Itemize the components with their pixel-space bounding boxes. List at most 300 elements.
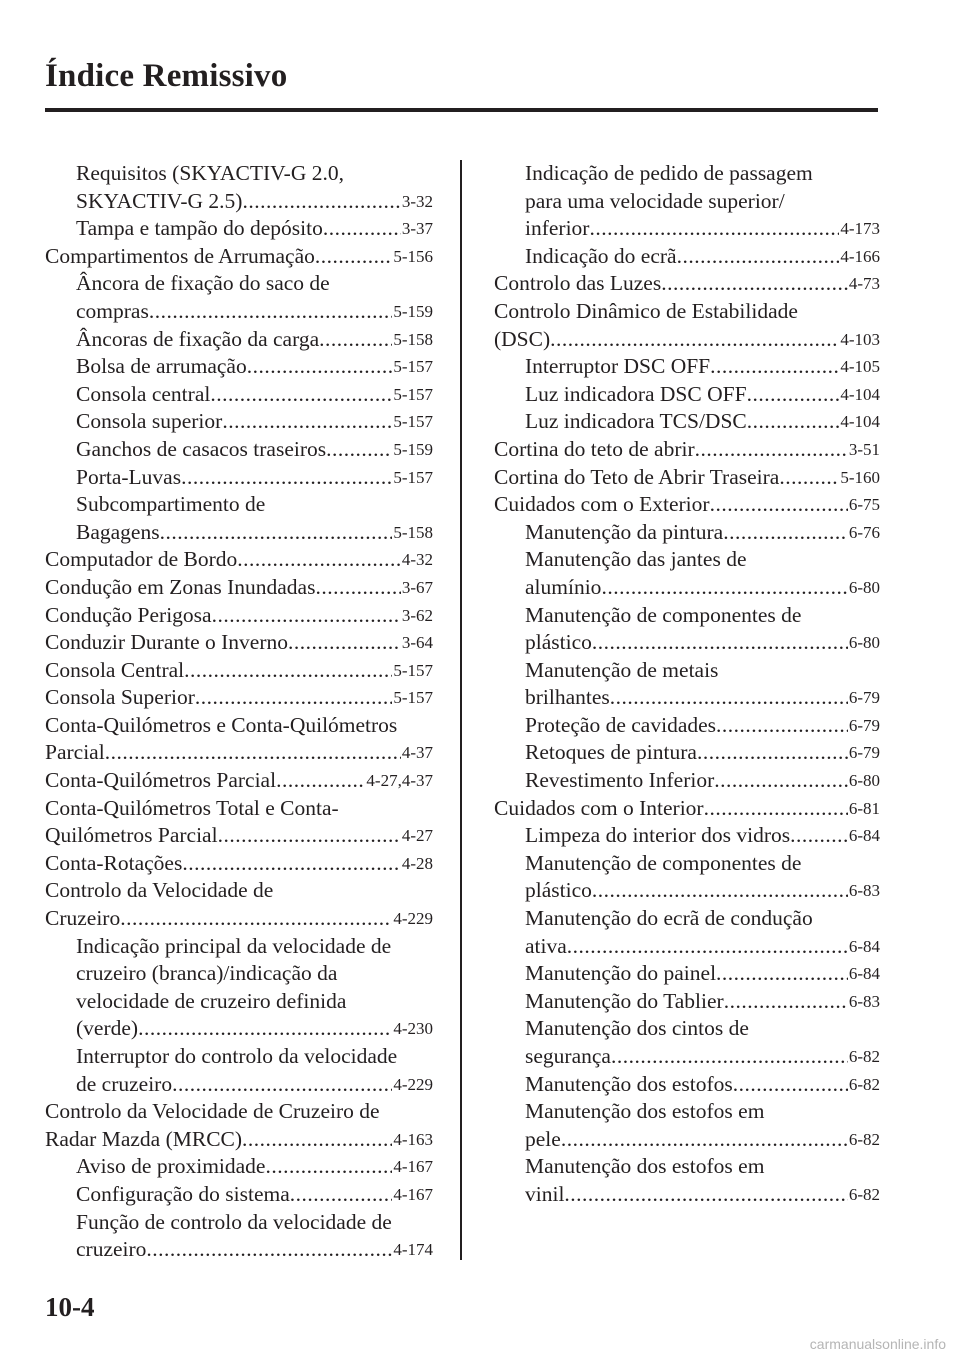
entry-last-line (525, 629, 880, 657)
entry-text: Cuidados com o Exterior (494, 492, 710, 517)
entry-text: SKYACTIV-G 2.5) (76, 188, 243, 213)
index-subentry (45, 491, 433, 546)
entry-text: Manutenção de metais (525, 657, 719, 682)
entry-last-line (525, 960, 880, 988)
index-entry (494, 795, 880, 823)
index-subentry (494, 960, 880, 988)
index-subentry (494, 1015, 880, 1070)
entry-text: Manutenção de componentes de (525, 850, 802, 875)
page-reference: 3-64 (401, 633, 433, 653)
index-subentry (494, 381, 880, 409)
entry-last-line (525, 933, 880, 961)
dot-leader (550, 326, 839, 354)
index-entry (45, 850, 433, 878)
page-reference: 3-62 (401, 605, 433, 625)
entry-text: Indicação do ecrã (525, 243, 677, 268)
dot-leader (276, 767, 365, 795)
index-subentry (45, 1209, 433, 1264)
index-entry (45, 684, 433, 712)
page-reference: 6-75 (848, 495, 880, 515)
index-subentry (45, 381, 433, 409)
index-subentry (494, 850, 880, 905)
index-subentry (494, 546, 880, 601)
index-subentry (494, 1098, 880, 1153)
dot-leader (704, 795, 848, 823)
entry-text: (verde) (76, 1016, 139, 1041)
dot-leader (149, 298, 392, 326)
page-reference: 4-73 (848, 274, 880, 294)
dot-leader (710, 491, 848, 519)
page-reference: 5-158 (393, 522, 433, 542)
index-subentry (45, 933, 433, 1043)
entry-text: Luz indicadora TCS/DSC (525, 409, 747, 434)
page-reference: 3-32 (401, 191, 433, 211)
entry-last-line (76, 326, 433, 354)
entry-text: Limpeza do interior dos vidros (525, 823, 791, 848)
dot-leader (592, 629, 848, 657)
index-entry (494, 491, 880, 519)
entry-last-line (45, 767, 433, 795)
dot-leader (181, 464, 392, 492)
index-subentry (45, 353, 433, 381)
entry-text: cruzeiro (76, 1237, 147, 1262)
entry-last-line (76, 1236, 433, 1264)
entry-text: Radar Mazda (MRCC) (45, 1126, 243, 1151)
page-reference: 5-158 (393, 329, 433, 349)
dot-leader (567, 933, 848, 961)
entry-last-line (45, 243, 433, 271)
page-reference: 3-37 (401, 219, 433, 239)
entry-text: compras (76, 298, 149, 323)
entry-text: Conta-Quilómetros e Conta-Quilómetros (45, 712, 398, 737)
entry-text: Âncoras de fixação da carga (76, 326, 320, 351)
dot-leader (695, 436, 848, 464)
index-subentry (45, 408, 433, 436)
index-subentry (494, 657, 880, 712)
index-subentry (45, 215, 433, 243)
entry-text: para uma velocidade superior/ (525, 188, 785, 213)
entry-last-line (45, 905, 433, 933)
entry-last-line (494, 436, 880, 464)
page-reference: 4-103 (840, 329, 880, 349)
entry-last-line (525, 1043, 880, 1071)
entry-last-line (76, 436, 433, 464)
entry-text: Âncora de fixação do saco de (76, 271, 330, 296)
entry-last-line (76, 464, 433, 492)
entry-text: inferior (525, 216, 590, 241)
dot-leader (610, 684, 848, 712)
page-reference: 4-229 (393, 909, 433, 929)
entry-last-line (76, 298, 433, 326)
page-reference: 6-82 (848, 1129, 880, 1149)
page-reference: 6-80 (848, 633, 880, 653)
page-reference: 4-105 (840, 357, 880, 377)
index-subentry (45, 270, 433, 325)
index-entry (494, 298, 880, 353)
entry-last-line (525, 243, 880, 271)
entry-text: Conta-Quilómetros Parcial (45, 768, 277, 793)
page-reference: 6-84 (848, 964, 880, 984)
entry-text: Retoques de pintura (525, 740, 697, 765)
index-entry (45, 657, 433, 685)
entry-last-line (494, 795, 880, 823)
entry-text: Compartimentos de Arrumação (45, 243, 315, 268)
entry-last-line (45, 657, 433, 685)
index-entry (494, 270, 880, 298)
entry-last-line (76, 408, 433, 436)
index-entry (45, 574, 433, 602)
page-reference: 3-67 (401, 577, 433, 597)
page-reference: 6-82 (848, 1074, 880, 1094)
page-reference: 5-157 (393, 467, 433, 487)
entry-last-line (45, 574, 433, 602)
entry-text: Controlo das Luzes (494, 271, 662, 296)
dot-leader (218, 822, 401, 850)
entry-last-line (45, 684, 433, 712)
index-entry (494, 436, 880, 464)
entry-text: vinil (525, 1181, 565, 1206)
page-reference: 5-157 (393, 660, 433, 680)
dot-leader (724, 988, 848, 1016)
index-entry (45, 629, 433, 657)
dot-leader (592, 877, 848, 905)
entry-text: Manutenção do Tablier (525, 988, 724, 1013)
entry-last-line (525, 215, 880, 243)
entry-text: Manutenção de componentes de (525, 602, 802, 627)
dot-leader (677, 243, 840, 271)
entry-last-line (525, 1126, 880, 1154)
entry-text: Ganchos de casacos traseiros (76, 436, 327, 461)
page-reference: 4-37 (401, 743, 433, 763)
page-reference: 5-160 (840, 467, 880, 487)
index-subentry (494, 739, 880, 767)
entry-last-line (76, 1071, 433, 1099)
page-reference: 6-81 (848, 798, 880, 818)
entry-last-line (76, 519, 433, 547)
page-reference: 6-80 (848, 771, 880, 791)
page-reference: 6-76 (848, 522, 880, 542)
index-entry (494, 464, 880, 492)
index-subentry (45, 326, 433, 354)
index-subentry (494, 767, 880, 795)
entry-text: Condução Perigosa (45, 602, 212, 627)
entry-text: Consola central (76, 381, 211, 406)
entry-text: ativa (525, 933, 567, 958)
page-reference: 4-166 (840, 246, 880, 266)
entry-last-line (45, 1126, 433, 1154)
index-subentry (494, 1071, 880, 1099)
dot-leader (242, 1126, 392, 1154)
entry-text: Manutenção dos estofos em (525, 1099, 765, 1124)
page-reference: 5-157 (393, 357, 433, 377)
entry-last-line (525, 574, 880, 602)
entry-last-line (76, 1181, 433, 1209)
dot-leader (747, 381, 840, 409)
dot-leader (323, 215, 401, 243)
index-subentry (494, 160, 880, 243)
index-entry (45, 712, 433, 767)
dot-leader (611, 1043, 848, 1071)
dot-leader (138, 1015, 392, 1043)
index-subentry (494, 1153, 880, 1208)
index-entry (45, 795, 433, 850)
entry-text: Cortina do Teto de Abrir Traseira (494, 464, 780, 489)
entry-last-line (525, 988, 880, 1016)
dot-leader (195, 684, 392, 712)
dot-leader (247, 353, 393, 381)
entry-text: Manutenção dos estofos em (525, 1154, 765, 1179)
entry-text: velocidade de cruzeiro definida (76, 988, 347, 1013)
entry-text: Tampa e tampão do depósito (76, 216, 323, 241)
entry-last-line (76, 1153, 433, 1181)
dot-leader (661, 270, 848, 298)
dot-leader (160, 519, 393, 547)
page-title: Índice Remissivo (45, 58, 288, 94)
page-reference: 6-83 (848, 881, 880, 901)
watermark: carmanualsonline.info (809, 1336, 946, 1352)
entry-text: pele (525, 1126, 561, 1151)
index-subentry (45, 464, 433, 492)
page-reference: 5-159 (393, 301, 433, 321)
entry-last-line (525, 1071, 880, 1099)
entry-text: Manutenção do painel (525, 961, 717, 986)
dot-leader (265, 1153, 392, 1181)
entry-last-line (45, 546, 433, 574)
entry-last-line (45, 602, 433, 630)
page-reference: 4-173 (840, 219, 880, 239)
dot-leader (120, 905, 392, 933)
entry-text: Indicação de pedido de passagem (525, 161, 813, 185)
entry-text: Porta-Luvas (76, 464, 182, 489)
entry-text: Consola superior (76, 409, 223, 434)
entry-last-line (76, 381, 433, 409)
index-entry (45, 877, 433, 932)
dot-leader (242, 188, 400, 216)
entry-last-line (525, 877, 880, 905)
index-entry (45, 546, 433, 574)
dot-leader (710, 353, 839, 381)
index-subentry (45, 1153, 433, 1181)
entry-last-line (76, 353, 433, 381)
entry-text: Controlo da Velocidade de (45, 878, 274, 903)
dot-leader (288, 629, 401, 657)
entry-text: Manutenção do ecrã de condução (525, 906, 813, 931)
entry-text: (DSC) (494, 326, 551, 351)
entry-last-line (76, 1015, 433, 1043)
dot-leader (319, 326, 392, 354)
dot-leader (561, 1126, 848, 1154)
index-subentry (494, 822, 880, 850)
entry-last-line (494, 491, 880, 519)
entry-text: Controlo Dinâmico de Estabilidade (494, 298, 798, 323)
entry-last-line (525, 767, 880, 795)
page-reference: 4-104 (840, 412, 880, 432)
entry-text: Proteção de cavidades (525, 712, 717, 737)
dot-leader (290, 1181, 393, 1209)
dot-leader (714, 767, 848, 795)
entry-text: Subcompartimento de (76, 492, 266, 517)
column-divider (460, 160, 462, 1260)
entry-text: Manutenção dos cintos de (525, 1016, 749, 1041)
page-reference: 4-174 (393, 1240, 433, 1260)
entry-text: Cruzeiro (45, 906, 121, 931)
entry-text: Cortina do teto de abrir (494, 436, 695, 461)
page-reference: 6-82 (848, 1184, 880, 1204)
entry-text: Manutenção dos estofos (525, 1071, 733, 1096)
page-reference: 4-27 (401, 826, 433, 846)
dot-leader (237, 546, 401, 574)
page-number: 10-4 (45, 1292, 95, 1322)
entry-last-line (45, 822, 433, 850)
dot-leader (716, 712, 848, 740)
index-column-right (494, 160, 880, 1209)
dot-leader (716, 960, 848, 988)
page-reference: 5-157 (393, 384, 433, 404)
index-subentry (494, 353, 880, 381)
dot-leader (790, 822, 848, 850)
entry-text: Manutenção das jantes de (525, 547, 747, 572)
page-reference: 6-79 (848, 743, 880, 763)
entry-text: Consola Superior (45, 685, 195, 710)
index-subentry (494, 243, 880, 271)
index-entry (45, 767, 433, 795)
index-subentry (494, 905, 880, 960)
dot-leader (146, 1236, 392, 1264)
page-reference: 4-104 (840, 384, 880, 404)
entry-text: Indicação principal da velocidade de (76, 933, 392, 958)
page-reference: 6-79 (848, 715, 880, 735)
dot-leader (747, 408, 840, 436)
page-reference: 5-156 (393, 246, 433, 266)
entry-last-line (494, 326, 880, 354)
page-reference: 4-167 (393, 1184, 433, 1204)
page-reference: 6-83 (848, 991, 880, 1011)
page-reference: 6-79 (848, 688, 880, 708)
entry-last-line (525, 1181, 880, 1209)
page-reference: 3-51 (848, 439, 880, 459)
index-subentry (494, 408, 880, 436)
index-column-left (45, 160, 433, 1264)
entry-text: brilhantes (525, 685, 610, 710)
entry-text: Luz indicadora DSC OFF (525, 381, 747, 406)
page-reference: 6-84 (848, 936, 880, 956)
page-reference: 5-157 (393, 412, 433, 432)
dot-leader (315, 574, 400, 602)
dot-leader (326, 436, 392, 464)
dot-leader (210, 381, 392, 409)
entry-text: Requisitos (SKYACTIV-G 2.0, (76, 161, 344, 185)
entry-text: de cruzeiro (76, 1071, 173, 1096)
dot-leader (182, 850, 401, 878)
entry-text: Aviso de proximidade (76, 1154, 266, 1179)
page-reference: 4-163 (393, 1129, 433, 1149)
entry-text: Controlo da Velocidade de Cruzeiro de (45, 1099, 380, 1124)
entry-text: Computador de Bordo (45, 547, 238, 572)
entry-last-line (525, 739, 880, 767)
page-reference: 4-27,4-37 (366, 771, 433, 791)
index-subentry (45, 160, 433, 215)
entry-last-line (525, 381, 880, 409)
entry-last-line (525, 822, 880, 850)
dot-leader (222, 408, 392, 436)
entry-last-line (494, 270, 880, 298)
entry-text: Conta-Quilómetros Total e Conta- (45, 795, 339, 820)
dot-leader (184, 657, 392, 685)
index-entry (45, 243, 433, 271)
entry-text: Configuração do sistema (76, 1181, 290, 1206)
index-subentry (494, 712, 880, 740)
entry-text: Cuidados com o Interior (494, 795, 704, 820)
index-subentry (45, 1043, 433, 1098)
entry-text: alumínio (525, 574, 602, 599)
entry-text: Manutenção da pintura (525, 519, 724, 544)
entry-last-line (525, 408, 880, 436)
entry-last-line (525, 712, 880, 740)
entry-last-line (45, 739, 433, 767)
dot-leader (212, 602, 401, 630)
entry-text: Conta-Rotações (45, 850, 183, 875)
page-reference: 4-230 (393, 1019, 433, 1039)
entry-last-line (76, 215, 433, 243)
entry-last-line (45, 850, 433, 878)
index-entry (45, 1098, 433, 1153)
page-reference: 4-167 (393, 1157, 433, 1177)
page-reference: 4-229 (393, 1074, 433, 1094)
entry-text: segurança (525, 1044, 611, 1068)
page-reference: 5-159 (393, 439, 433, 459)
dot-leader (105, 739, 401, 767)
dot-leader (172, 1071, 392, 1099)
page-reference: 4-28 (401, 853, 433, 873)
page-reference: 6-84 (848, 826, 880, 846)
entry-last-line (525, 353, 880, 381)
dot-leader (733, 1071, 848, 1099)
entry-text: Quilómetros Parcial (45, 823, 218, 848)
entry-text: plástico (525, 630, 592, 655)
dot-leader (315, 243, 392, 271)
dot-leader (589, 215, 839, 243)
entry-last-line (76, 188, 433, 216)
dot-leader (697, 739, 848, 767)
entry-text: plástico (525, 878, 592, 903)
entry-text: Parcial (45, 740, 105, 765)
dot-leader (723, 519, 848, 547)
entry-last-line (525, 519, 880, 547)
entry-text: Interruptor do controlo da velocidade (76, 1044, 398, 1068)
index-subentry (45, 436, 433, 464)
index-entry (45, 602, 433, 630)
entry-last-line (494, 464, 880, 492)
entry-text: Revestimento Inferior (525, 768, 715, 793)
index-subentry (494, 519, 880, 547)
entry-text: Função de controlo da velocidade de (76, 1209, 392, 1234)
entry-last-line (45, 629, 433, 657)
index-subentry (494, 602, 880, 657)
entry-text: Bagagens (76, 519, 160, 544)
entry-last-line (525, 684, 880, 712)
dot-leader (779, 464, 839, 492)
index-subentry (45, 1181, 433, 1209)
page-reference: 5-157 (393, 688, 433, 708)
page-reference: 4-32 (401, 550, 433, 570)
entry-text: Condução em Zonas Inundadas (45, 574, 316, 599)
entry-text: Consola Central (45, 657, 185, 682)
index-subentry (494, 988, 880, 1016)
page-reference: 6-80 (848, 577, 880, 597)
entry-text: Interruptor DSC OFF (525, 354, 711, 379)
entry-text: cruzeiro (branca)/indicação da (76, 961, 338, 986)
entry-text: Bolsa de arrumação (76, 354, 247, 379)
